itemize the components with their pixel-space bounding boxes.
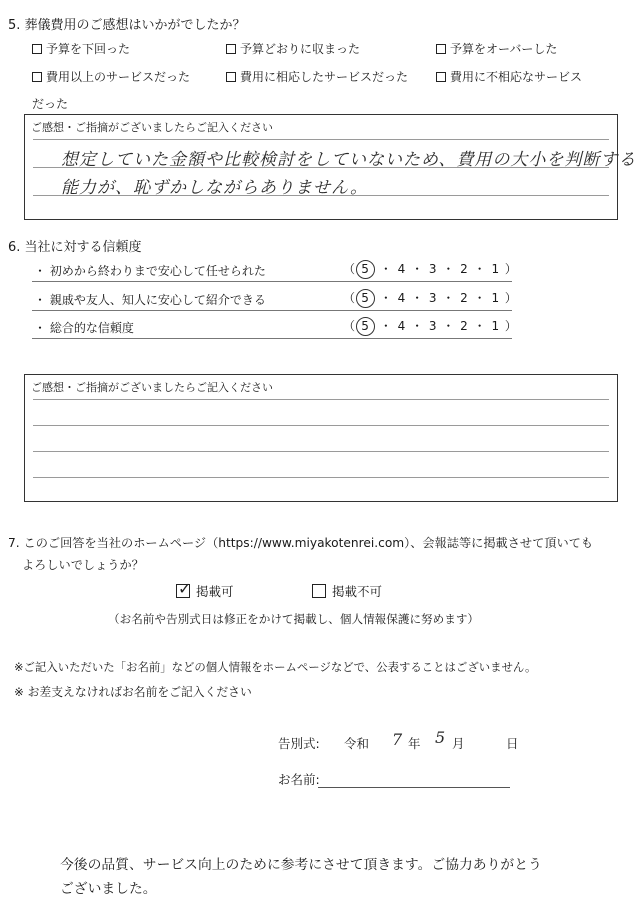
q5-option-under-budget[interactable]: 予算を下回った (32, 40, 130, 57)
q6-item-2-selected[interactable]: 5 (356, 289, 375, 308)
checkbox-icon[interactable] (32, 72, 42, 82)
closing-line-1: 今後の品質、サービス向上のために参考にさせて頂きます。ご協力ありがとう (60, 857, 542, 873)
closing-line-2: ございました。 (60, 881, 157, 897)
q5-comment-label: ご感想・ご指摘がございましたらご記入ください (31, 121, 273, 134)
q5-option-over-budget[interactable]: 予算をオーバーした (436, 40, 557, 57)
q6-item-rule (32, 310, 512, 311)
q6-title: 6. 当社に対する信頼度 (8, 240, 142, 255)
q6-item-1-scale[interactable]: （ 5 ・ 4 ・ 3 ・ 2 ・ 1 ） (343, 260, 518, 279)
checkbox-icon[interactable] (436, 72, 446, 82)
checkmark-icon: ✓ (178, 579, 192, 598)
q6-item-1-label: ・ 初めから終わりまで安心して任せられた (34, 264, 266, 278)
privacy-note-1: ※ご記入いただいた「お名前」などの個人情報をホームページなどで、公表することはございません。 (14, 660, 537, 674)
q7-question-line-1: 7. このご回答を当社のホームページ（https://www.miyakotenrei.com）、会報誌等に掲載させて頂いても (8, 536, 594, 550)
checkbox-icon[interactable] (32, 44, 42, 54)
checkbox-icon[interactable] (226, 72, 236, 82)
ceremony-year-value[interactable]: 7 (392, 730, 404, 749)
ceremony-era: 令和 (344, 736, 370, 751)
q6-item-3-scale[interactable]: （ 5 ・ 4 ・ 3 ・ 2 ・ 1 ） (343, 317, 518, 336)
ceremony-month-value[interactable]: 5 (435, 728, 447, 747)
q6-item-3-label: ・ 総合的な信頼度 (34, 321, 134, 335)
comment-rule (33, 399, 609, 400)
name-label: お名前: (278, 772, 320, 787)
q5-option-above-cost[interactable]: 費用以上のサービスだった (32, 68, 190, 85)
q7-option-yes[interactable]: ✓ 掲載可 (178, 579, 234, 599)
q6-item-2-label: ・ 親戚や友人、知人に安心して紹介できる (34, 293, 266, 307)
q5-comment-line-2: 能力が、恥ずかしながらありません。 (61, 178, 369, 198)
q5-comment-box[interactable] (24, 114, 637, 220)
checkbox-icon[interactable] (436, 44, 446, 54)
checkbox-checked-icon[interactable] (176, 579, 192, 598)
name-input-line[interactable] (318, 787, 510, 788)
comment-rule (33, 195, 609, 196)
ceremony-month-unit: 月 (452, 736, 465, 751)
comment-rule (33, 139, 609, 140)
q6-comment-label: ご感想・ご指摘がございましたらご記入ください (31, 381, 273, 394)
comment-rule (33, 425, 609, 426)
q7-option-no[interactable]: 掲載不可 (312, 582, 382, 600)
q5-title: 5. 葬儀費用のご感想はいかがでしたか？ (8, 18, 246, 33)
comment-rule (33, 167, 609, 168)
q5-option-unmatched-cost[interactable]: 費用に不相応なサービス (436, 68, 582, 85)
checkbox-icon[interactable] (312, 584, 326, 598)
q5-option-matched-cost[interactable]: 費用に相応したサービスだった (226, 68, 408, 85)
privacy-note-2: ※ お差支えなければお名前をご記入ください (14, 685, 252, 699)
q5-wrap-text: だった (32, 97, 69, 111)
q6-comment-box[interactable] (24, 374, 618, 502)
ceremony-label: 告別式: (278, 736, 320, 751)
q6-item-3-selected[interactable]: 5 (356, 317, 375, 336)
q6-item-rule (32, 281, 512, 282)
q6-item-1-selected[interactable]: 5 (356, 260, 375, 279)
q5-option-on-budget[interactable]: 予算どおりに収まった (226, 40, 360, 57)
q5-comment-line-1: 想定していた金額や比較検討をしていないため、費用の大小を判断する (61, 150, 637, 170)
comment-rule (33, 477, 609, 478)
comment-rule (33, 451, 609, 452)
q7-question-line-2: よろしいでしょうか？ (22, 558, 144, 572)
checkbox-icon[interactable] (226, 44, 236, 54)
ceremony-day-unit: 日 (506, 736, 519, 751)
q6-item-rule (32, 338, 512, 339)
q6-item-2-scale[interactable]: （ 5 ・ 4 ・ 3 ・ 2 ・ 1 ） (343, 289, 518, 308)
ceremony-year-unit: 年 (408, 736, 421, 751)
q7-note: （お名前や告別式日は修正をかけて掲載し、個人情報保護に努めます） (108, 612, 480, 626)
